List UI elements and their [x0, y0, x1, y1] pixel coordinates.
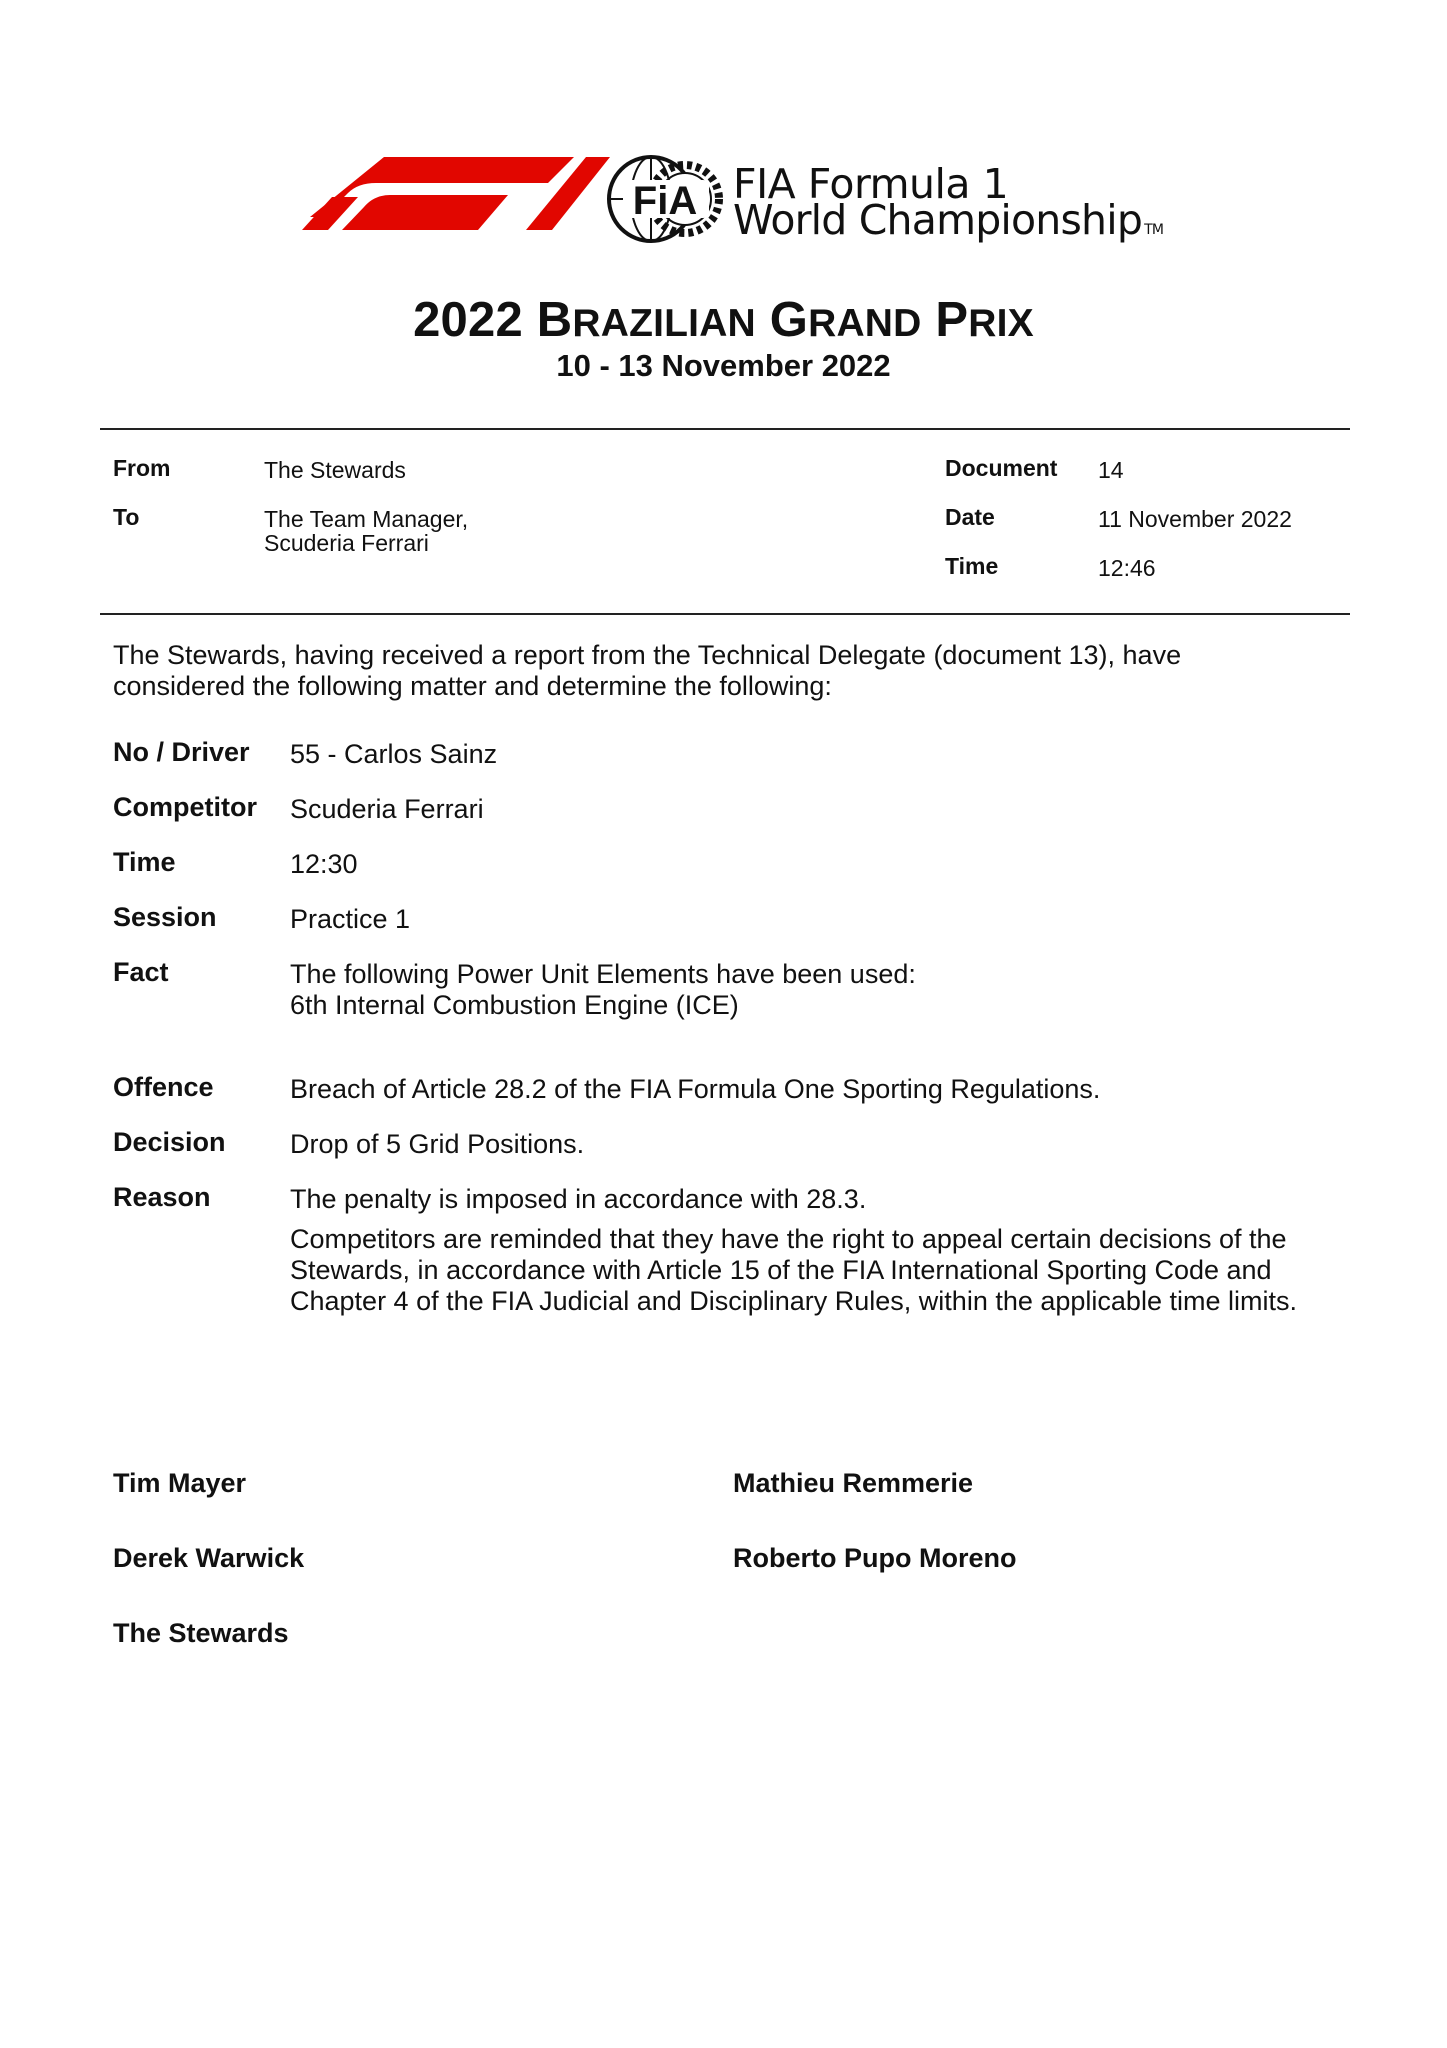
to-label: To	[113, 504, 140, 530]
fact-line-2: 6th Internal Combustion Engine (ICE)	[290, 990, 739, 1020]
fact-value	[290, 959, 1350, 1021]
competitor-label: Competitor	[113, 792, 257, 822]
title-word3-rest: RIX	[968, 302, 1034, 345]
title-word1-first: B	[536, 293, 573, 347]
title-year: 2022	[413, 293, 523, 347]
session-label: Session	[113, 902, 217, 932]
date-label: Date	[945, 504, 995, 530]
offence-value: Breach of Article 28.2 of the FIA Formula One Sporting Regulations.	[290, 1074, 1101, 1104]
to-value-line-1: The Team Manager,	[264, 506, 469, 532]
date-value: 11 November 2022	[1098, 506, 1292, 532]
fia-emblem-icon	[605, 150, 727, 248]
appeal-line-1: Competitors are reminded that they have the right to appeal certain decisions of the	[290, 1224, 1287, 1254]
steward-name-2: Mathieu Remmerie	[733, 1468, 974, 1498]
f1-logo-icon	[300, 155, 610, 235]
driver-label: No / Driver	[113, 737, 250, 767]
steward-name-1: Tim Mayer	[113, 1468, 247, 1498]
incident-time-label: Time	[113, 847, 176, 877]
offence-label: Offence	[113, 1072, 214, 1102]
decision-value: Drop of 5 Grid Positions.	[290, 1129, 585, 1159]
reason-label: Reason	[113, 1182, 211, 1212]
reason-value: The penalty is imposed in accordance with 28.3.	[290, 1184, 867, 1214]
title-word2-first: G	[769, 293, 809, 347]
intro-line-2: considered the following matter and determine the following:	[113, 671, 832, 701]
title-word1-rest: RAZILIAN	[572, 302, 756, 345]
competitor-value: Scuderia Ferrari	[290, 794, 484, 824]
fia-emblem-text: FiA	[632, 179, 698, 223]
time-value: 12:46	[1098, 555, 1156, 581]
trademark-symbol: TM	[1144, 222, 1164, 238]
header-bottom-divider	[100, 613, 1350, 615]
brand-line-2-text: World Championship	[733, 196, 1143, 244]
appeal-line-3: Chapter 4 of the FIA Judicial and Disciplinary Rules, within the applicable time limits.	[290, 1286, 1297, 1316]
title-word3-first: P	[935, 293, 969, 347]
event-dates: 10 - 13 November 2022	[556, 348, 891, 383]
f1-logo-middle-stripe	[342, 195, 508, 230]
title-word2-rest: RAND	[808, 302, 922, 345]
fact-label: Fact	[113, 957, 169, 987]
to-value-line-2: Scuderia Ferrari	[264, 530, 429, 556]
steward-name-4: Roberto Pupo Moreno	[733, 1543, 1017, 1573]
document-label: Document	[945, 455, 1058, 481]
session-value: Practice 1	[290, 904, 411, 934]
fact-line-1: The following Power Unit Elements have been used:	[290, 959, 916, 989]
driver-value: 55 - Carlos Sainz	[290, 739, 498, 769]
intro-line-1: The Stewards, having received a report from the Technical Delegate (document 13), have	[113, 640, 1182, 670]
stewards-closing: The Stewards	[113, 1618, 289, 1648]
header-top-divider	[100, 428, 1350, 430]
from-label: From	[113, 455, 171, 481]
event-title	[0, 292, 1447, 348]
appeal-line-2: Stewards, in accordance with Article 15 of the FIA International Sporting Code and	[290, 1255, 1272, 1285]
fia-f1-logo	[300, 150, 1180, 250]
appeal-notice	[290, 1224, 1350, 1317]
brand-line-2	[733, 196, 1163, 244]
document-value: 14	[1098, 457, 1124, 483]
brand-line-1: FIA Formula 1	[733, 160, 1009, 208]
time-label: Time	[945, 553, 999, 579]
intro-paragraph	[113, 640, 1293, 702]
from-value: The Stewards	[264, 457, 406, 483]
incident-time-value: 12:30	[290, 849, 358, 879]
steward-name-3: Derek Warwick	[113, 1543, 305, 1573]
decision-label: Decision	[113, 1127, 226, 1157]
